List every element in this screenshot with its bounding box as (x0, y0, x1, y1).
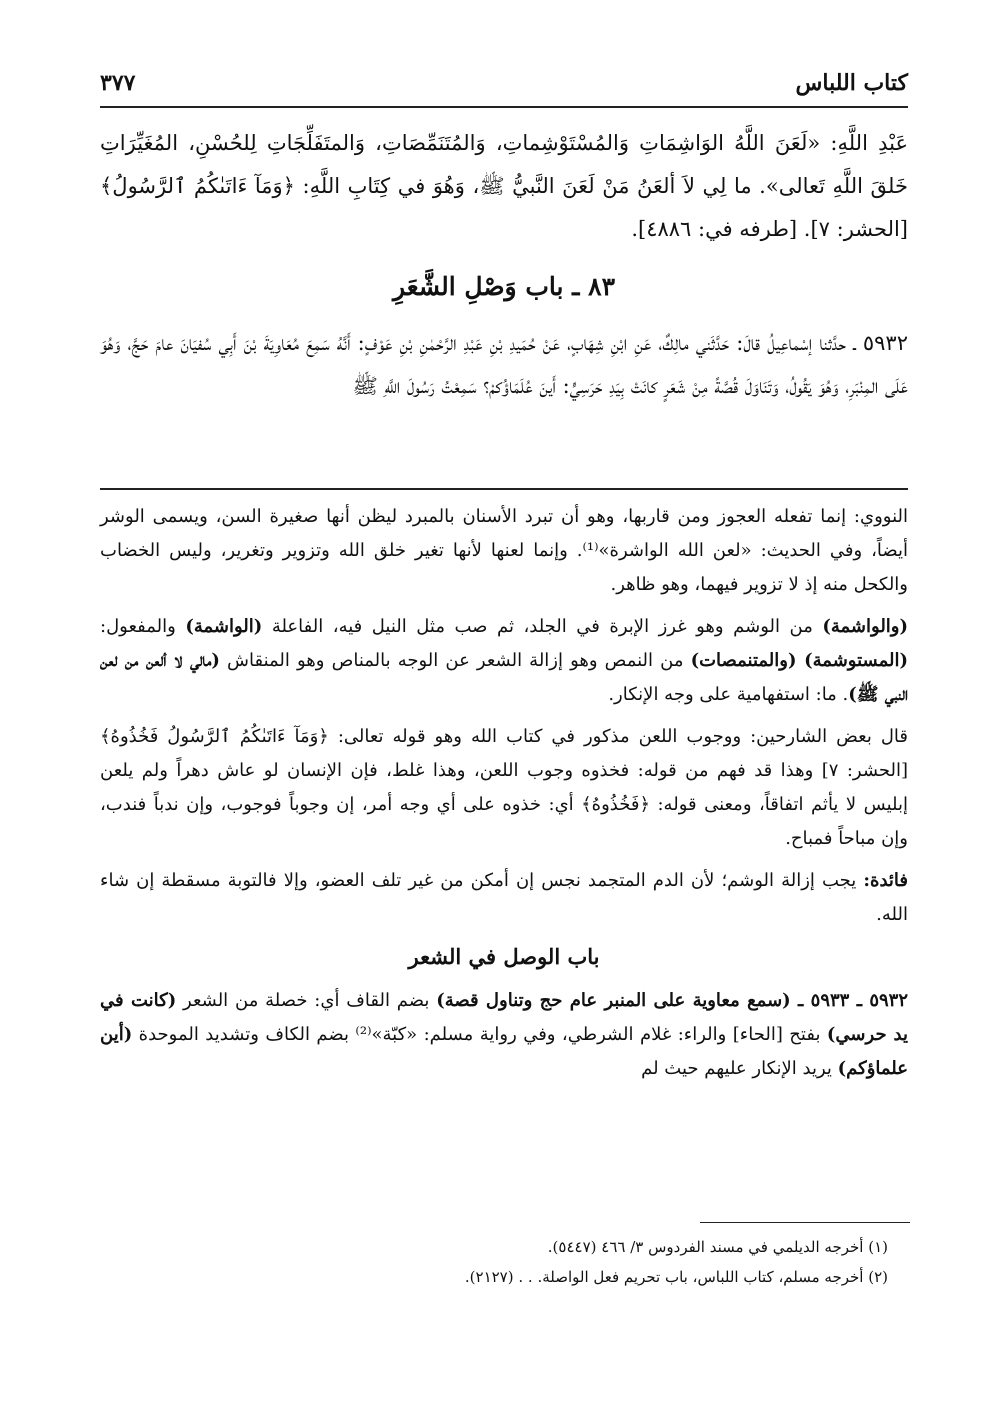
term: فائدة: (863, 870, 908, 891)
page-number: ٣٧٧ (100, 70, 136, 96)
footnote: (٢) أخرجه مسلم، كتاب اللباس، باب تحريم فعل الواصلة. . . (٢١٢٧). (464, 1268, 888, 1286)
term: (مالي لا ألعن من لعن النبي ﷺ) (100, 650, 908, 705)
text: من الوشم وهو غرز الإبرة في الجلد، ثم صب مثل النيل فيه، الفاعلة (262, 616, 823, 637)
text: يجب إزالة الوشم؛ لأن الدم المتجمد نجس إن أمكن من غير تلف العضو، وإلا فالتوبة مسقطة إن شاء الله. (100, 870, 908, 925)
page-header (100, 60, 908, 108)
text: من النمص وهو إزالة الشعر عن الوجه بالمناص وهو المنقاش (219, 650, 691, 671)
commentary (100, 500, 908, 1094)
footnote: (١) أخرجه الديلمي في مسند الفردوس ٣/ ٤٦٦ (٥٤٤٧). (547, 1238, 888, 1256)
text: يريد الإنكار عليهم حيث لم (641, 1058, 838, 1079)
footnote-divider (700, 1222, 910, 1223)
term: (أين علماؤكم) (100, 1024, 908, 1079)
term: (كانت في يد حرسي) (100, 990, 908, 1045)
bab-title: ٨٣ ـ باب وَصْلِ الشَّعَرِ (392, 272, 616, 301)
footnotes (100, 1232, 908, 1292)
term: ٥٩٣٢ ـ ٥٩٣٣ ـ (سمع معاوية على المنبر عام حج وتناول قصة) (436, 990, 908, 1011)
term: (الواشمة) (185, 616, 263, 637)
commentary-paragraph: قال بعض الشارحين: ووجوب اللعن مذكور في كتاب الله وهو قوله تعالى: ﴿وَمَآ ءَاتَىٰكُمُ ٱلرَّسُولُ فَخُذُوهُ﴾ [الحشر: ٧] وهذا قد فهم من قوله: فخذوه وجوب اللعن، وهذا غلط، فإن الإنسان لو عاش دهراً ولم يلعن إبليس لا يأثم اتفاقاً، ومعنى قوله: ﴿فَخُذُوهُ﴾ أي: خذوه على أي وجه أمر، إن وجوباً فوجوب، وإن ندباً فندب، وإن مباحاً فمباح. (100, 726, 908, 849)
commentary-paragraph: النووي: إنما تفعله العجوز ومن قاربها، وهو أن تبرد الأسنان بالمبرد ليظن أنها صغيرة السن، ويسمى الوشر أيضاً، وفي الحديث: «لعن الله الواشرة»⁽¹⁾. وإنما لعنها لأنها تغير خلق الله وتزوير وتغرير، وليس الخضاب والكحل منه إذ لا تزوير فيهما، وهو ظاهر. (100, 506, 908, 595)
text: بفتح [الحاء] والراء: غلام الشرطي، وفي رواية مسلم: «كبّة»⁽²⁾ بضم الكاف وتشديد الموحدة (132, 1024, 827, 1045)
hadith-text-previous: عَبْدِ اللَّهِ: «لَعَنَ اللَّهُ الوَاشِمَاتِ وَالمُسْتَوْشِماتِ، وَالمُتَنَمِّصَاتِ، وَالمتَفَلِّجَاتِ لِلحُسْنِ، المُغَيِّرَاتِ خَلقَ اللَّهِ تَعالى». ما لِي لاَ ألعَنُ مَنْ لَعَنَ النَّبيُّ ﷺ، وَهُوَ في كِتَابِ اللَّهِ: ﴿وَمَآ ءَاتَىٰكُمُ ٱلرَّسُولُ﴾ [الحشر: ٧]. [طرفه في: ٤٨٨٦]. (100, 131, 908, 241)
commentary-divider (100, 488, 908, 490)
term: (والواشمة) (822, 616, 909, 637)
commentary-paragraph (100, 984, 908, 1086)
text: بضم القاف أي: خصلة من الشعر (176, 990, 437, 1011)
hadith-5932: ٥٩٣٢ ـ حدَّثنا إسْماعِيلُ قالَ: حَدَّثَني مالِكٌ، عَنِ ابْنِ شِهَابٍ، عَنْ حُمَيدِ بْنِ عَبْدِ الرَّحْمٰنِ بْنِ عَوْفٍ: أَنَّهُ سَمِعَ مُعَاوِيَةَ بْنَ أَبِي سُفيَانَ عامَ حَجَّ، وَهُوَ عَلَى المِنْبَرِ، وَهُوَ يَقُولُ، وَتَنَاوَلَ قُصَّةً مِنْ شَعَرٍ كانَتْ بِيَدِ حَرَسِيٍّ: أَينَ عُلَمَاؤُكمْ؟ سَمِعْتُ رَسُولَ اللَّهِ ﷺ (100, 331, 908, 398)
chapter-title: كتاب اللباس (795, 70, 908, 96)
commentary-paragraph (100, 864, 908, 932)
text: . ما: استفهامية على وجه الإنكار. (608, 684, 849, 705)
commentary-heading: باب الوصل في الشعر (408, 944, 600, 969)
text: والمفعول: (100, 616, 186, 637)
term: (المستوشمة) (والمتنمصات) (690, 650, 908, 671)
commentary-paragraph (100, 610, 908, 712)
